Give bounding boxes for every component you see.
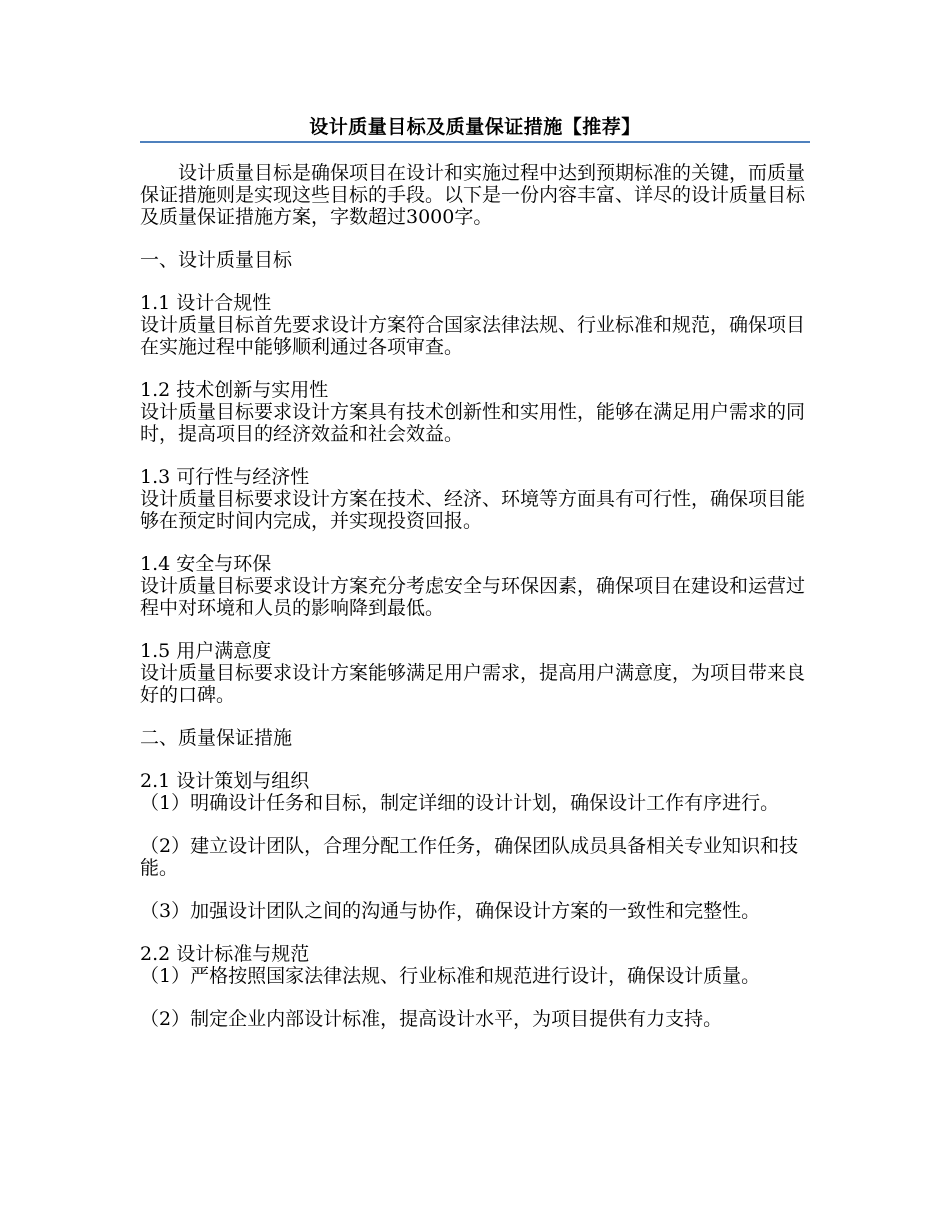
subsection-heading: 2.2 设计标准与规范 (140, 943, 310, 965)
list-paragraph: （3）加强设计团队之间的沟通与协作，确保设计方案的一致性和完整性。 (140, 900, 761, 922)
subsection-1-5 (140, 640, 808, 706)
list-paragraph: （2）制定企业内部设计标准，提高设计水平，为项目提供有力支持。 (140, 1008, 723, 1030)
subsection-heading: 1.2 技术创新与实用性 (140, 379, 329, 401)
subsection-text: 设计质量目标要求设计方案具有技术创新性和实用性，能够在满足用户需求的同时，提高项目的经济效益和社会效益。 (140, 401, 806, 445)
list-paragraph: （1）明确设计任务和目标，制定详细的设计计划，确保设计工作有序进行。 (140, 792, 780, 814)
subsection-heading: 1.1 设计合规性 (140, 292, 272, 314)
subsection-heading: 1.4 安全与环保 (140, 553, 272, 575)
document-body (140, 162, 808, 1051)
subsection-text: 设计质量目标要求设计方案充分考虑安全与环保因素，确保项目在建设和运营过程中对环境和人员的影响降到最低。 (140, 575, 806, 619)
list-paragraph: （1）严格按照国家法律法规、行业标准和规范进行设计，确保设计质量。 (140, 965, 761, 987)
subsection-1-3 (140, 466, 808, 532)
list-paragraph: （2）建立设计团队，合理分配工作任务，确保团队成员具备相关专业知识和技能。 (140, 835, 799, 879)
section-heading-1: 一、设计质量目标 (140, 249, 293, 271)
document-title: 设计质量目标及质量保证措施【推荐】 (309, 116, 641, 138)
subsection-heading: 2.1 设计策划与组织 (140, 770, 310, 792)
subsection-text: 设计质量目标要求设计方案在技术、经济、环境等方面具有可行性，确保项目能够在预定时间内完成，并实现投资回报。 (140, 488, 806, 532)
subsection-text: 设计质量目标要求设计方案能够满足用户需求，提高用户满意度，为项目带来良好的口碑。 (140, 662, 806, 706)
subsection-1-1 (140, 292, 808, 358)
subsection-heading: 1.5 用户满意度 (140, 640, 272, 662)
subsection-text: 设计质量目标首先要求设计方案符合国家法律法规、行业标准和规范，确保项目在实施过程中能够顺利通过各项审查。 (140, 314, 806, 358)
subsection-1-2 (140, 379, 808, 445)
subsection-2-2 (140, 943, 808, 987)
title-underline (140, 141, 810, 143)
subsection-heading: 1.3 可行性与经济性 (140, 466, 310, 488)
subsection-1-4 (140, 553, 808, 619)
intro-paragraph: 设计质量目标是确保项目在设计和实施过程中达到预期标准的关键，而质量保证措施则是实现这些目标的手段。以下是一份内容丰富、详尽的设计质量目标及质量保证措施方案，字数超过3000字。 (140, 162, 806, 228)
subsection-2-1 (140, 770, 808, 814)
section-heading-2: 二、质量保证措施 (140, 727, 293, 749)
